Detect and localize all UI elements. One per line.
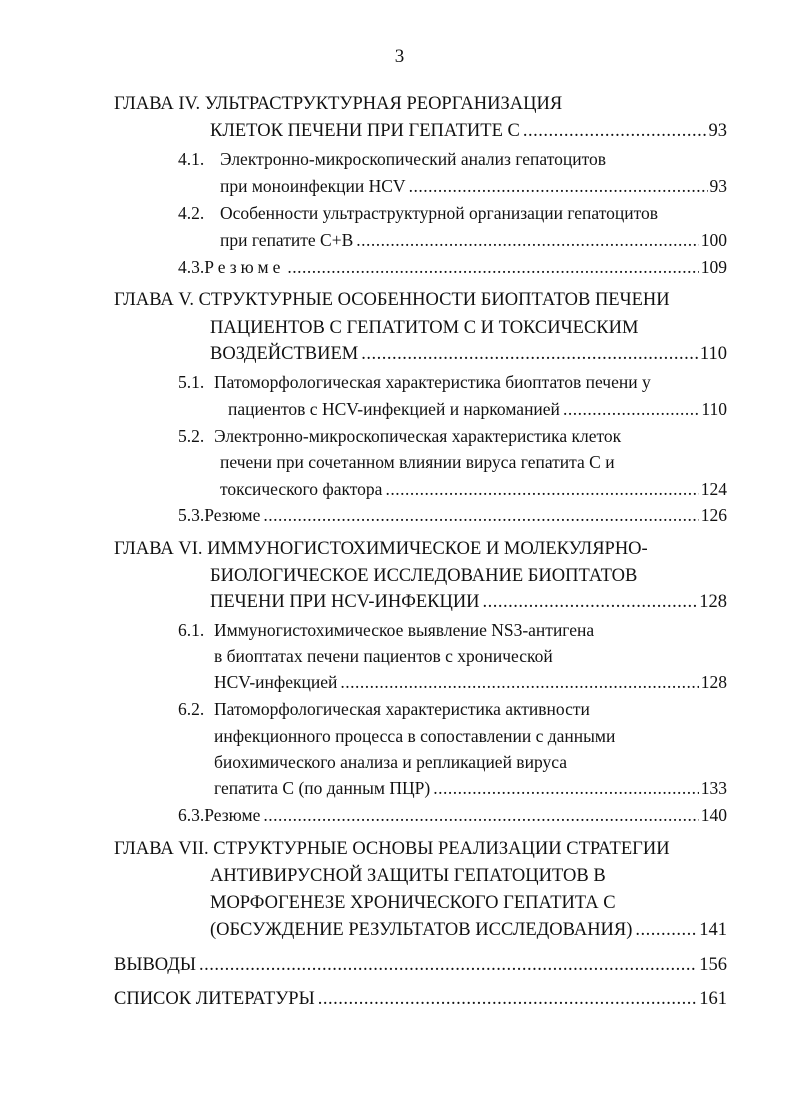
section-5-2-line-2: печени при сочетанном влиянии вируса гепатита С и <box>220 452 615 472</box>
section-6-1-number: 6.1. <box>178 620 205 640</box>
chapter-4-title-line-1: ГЛАВА IV. УЛЬТРАСТРУКТУРНАЯ РЕОРГАНИЗАЦИЯ <box>114 94 563 114</box>
section-6-2-line-3: биохимического анализа и репликацией вируса <box>214 752 567 772</box>
leader-dots <box>356 228 698 252</box>
section-5-1-number: 5.1. <box>178 372 205 392</box>
chapter-6-entry[interactable] <box>210 590 727 614</box>
leader-dots <box>523 119 707 143</box>
section-5-3-page: 126 <box>700 505 727 525</box>
chapter-5-page: 110 <box>699 344 727 364</box>
section-6-2-line-2: инфекционного процесса в сопоставлении с данными <box>214 726 616 746</box>
section-6-3-number: 6.3. <box>178 805 205 825</box>
section-5-2-line-1: 5.2. Электронно-микроскопическая характеристика клеток <box>178 426 622 446</box>
chapter-5-entry[interactable] <box>210 342 727 366</box>
leader-dots <box>361 342 698 366</box>
section-6-1-line-2: в биоптатах печени пациентов с хронической <box>214 646 553 666</box>
leader-dots <box>385 477 698 501</box>
chapter-7-title-line-1: ГЛАВА VII. СТРУКТУРНЫЕ ОСНОВЫ РЕАЛИЗАЦИИ СТРАТЕГИИ <box>114 839 670 859</box>
chapter-7-page: 141 <box>699 920 727 940</box>
section-5-2-entry[interactable]: токсического фактора ..... 124 <box>220 477 727 501</box>
leader-dots <box>483 590 698 614</box>
section-4-3-entry[interactable]: 4.3. Резюме ..... 109 <box>178 255 727 279</box>
page-number: 3 <box>394 46 405 67</box>
chapter-7-title-line-3: МОРФОГЕНЕЗЕ ХРОНИЧЕСКОГО ГЕПАТИТА С <box>210 893 616 913</box>
section-6-1-entry[interactable]: HCV-инфекцией ..... 128 <box>214 670 727 694</box>
section-5-3-entry[interactable]: 5.3. Резюме ..... 126 <box>178 503 727 527</box>
references-page: 161 <box>699 989 727 1009</box>
chapter-4-entry[interactable] <box>210 119 727 143</box>
section-6-3-page: 140 <box>700 805 727 825</box>
leader-dots <box>318 987 698 1011</box>
section-4-2-page: 100 <box>700 230 727 250</box>
section-6-1-line-1: 6.1. Иммуногистохимическое выявление NS3-антигена <box>178 620 595 640</box>
section-6-2-line-1: 6.2. Патоморфологическая характеристика активности <box>178 699 590 719</box>
leader-dots <box>287 255 698 279</box>
chapter-6-page: 128 <box>699 592 727 612</box>
section-6-2-entry[interactable]: гепатита С (по данным ПЦР) ..... 133 <box>214 776 727 800</box>
chapter-6-title-line-1: ГЛАВА VI. ИММУНОГИСТОХИМИЧЕСКОЕ И МОЛЕКУЛЯРНО- <box>114 539 648 559</box>
section-6-1-page: 128 <box>700 672 727 692</box>
section-6-3-entry[interactable]: 6.3. Резюме ..... 140 <box>178 803 727 827</box>
chapter-5-title-line-3: ВОЗДЕЙСТВИЕМ <box>210 344 359 364</box>
chapter-7-title-line-2: АНТИВИРУСНОЙ ЗАЩИТЫ ГЕПАТОЦИТОВ В <box>210 866 606 886</box>
section-4-1-entry[interactable]: при моноинфекции HCV ..... 93 <box>220 174 727 198</box>
leader-dots <box>409 174 708 198</box>
section-5-3-number: 5.3. <box>178 505 205 525</box>
section-4-3-number: 4.3. <box>178 257 205 277</box>
section-5-1-page: 110 <box>701 399 727 419</box>
section-5-1-entry[interactable]: пациентов с HCV-инфекцией и наркоманией ..... 110 <box>228 397 727 421</box>
conclusions-entry[interactable] <box>114 953 727 977</box>
section-4-2-line-1: 4.2. Особенности ультраструктурной организации гепатоцитов <box>178 203 659 223</box>
section-4-2-entry[interactable]: при гепатите С+В ..... 100 <box>220 228 727 252</box>
section-6-2-page: 133 <box>700 778 727 798</box>
section-4-1-page: 93 <box>709 176 727 196</box>
chapter-4-page: 93 <box>708 121 727 141</box>
section-4-1-line-1: 4.1. Электронно-микроскопический анализ гепатоцитов <box>178 149 607 169</box>
section-4-3-page: 109 <box>700 257 727 277</box>
section-5-2-number: 5.2. <box>178 426 205 446</box>
references-entry[interactable] <box>114 987 727 1011</box>
chapter-6-title-line-2: БИОЛОГИЧЕСКОЕ ИССЛЕДОВАНИЕ БИОПТАТОВ <box>210 566 638 586</box>
references-title: СПИСОК ЛИТЕРАТУРЫ <box>114 989 315 1009</box>
leader-dots <box>263 503 698 527</box>
chapter-7-entry[interactable] <box>210 918 727 942</box>
chapter-6-title-line-3: ПЕЧЕНИ ПРИ HCV-ИНФЕКЦИИ <box>210 592 480 612</box>
conclusions-title: ВЫВОДЫ <box>114 955 197 975</box>
leader-dots <box>263 803 698 827</box>
chapter-5-title-line-2: ПАЦИЕНТОВ С ГЕПАТИТОМ С И ТОКСИЧЕСКИМ <box>210 318 639 338</box>
section-6-2-number: 6.2. <box>178 699 205 719</box>
section-4-1-number: 4.1. <box>178 149 205 169</box>
leader-dots <box>199 953 697 977</box>
section-4-2-number: 4.2. <box>178 203 205 223</box>
section-5-1-line-1: 5.1. Патоморфологическая характеристика биоптатов печени у <box>178 372 651 392</box>
chapter-5-title-line-1: ГЛАВА V. СТРУКТУРНЫЕ ОСОБЕННОСТИ БИОПТАТОВ ПЕЧЕНИ <box>114 290 670 310</box>
leader-dots <box>635 918 697 942</box>
leader-dots <box>340 670 698 694</box>
leader-dots <box>563 397 699 421</box>
leader-dots <box>433 776 699 800</box>
conclusions-page: 156 <box>699 955 727 975</box>
chapter-7-title-line-4: (ОБСУЖДЕНИЕ РЕЗУЛЬТАТОВ ИССЛЕДОВАНИЯ) <box>210 920 633 940</box>
chapter-4-title-line-2: КЛЕТОК ПЕЧЕНИ ПРИ ГЕПАТИТЕ С <box>210 121 520 141</box>
section-5-2-page: 124 <box>700 479 727 499</box>
